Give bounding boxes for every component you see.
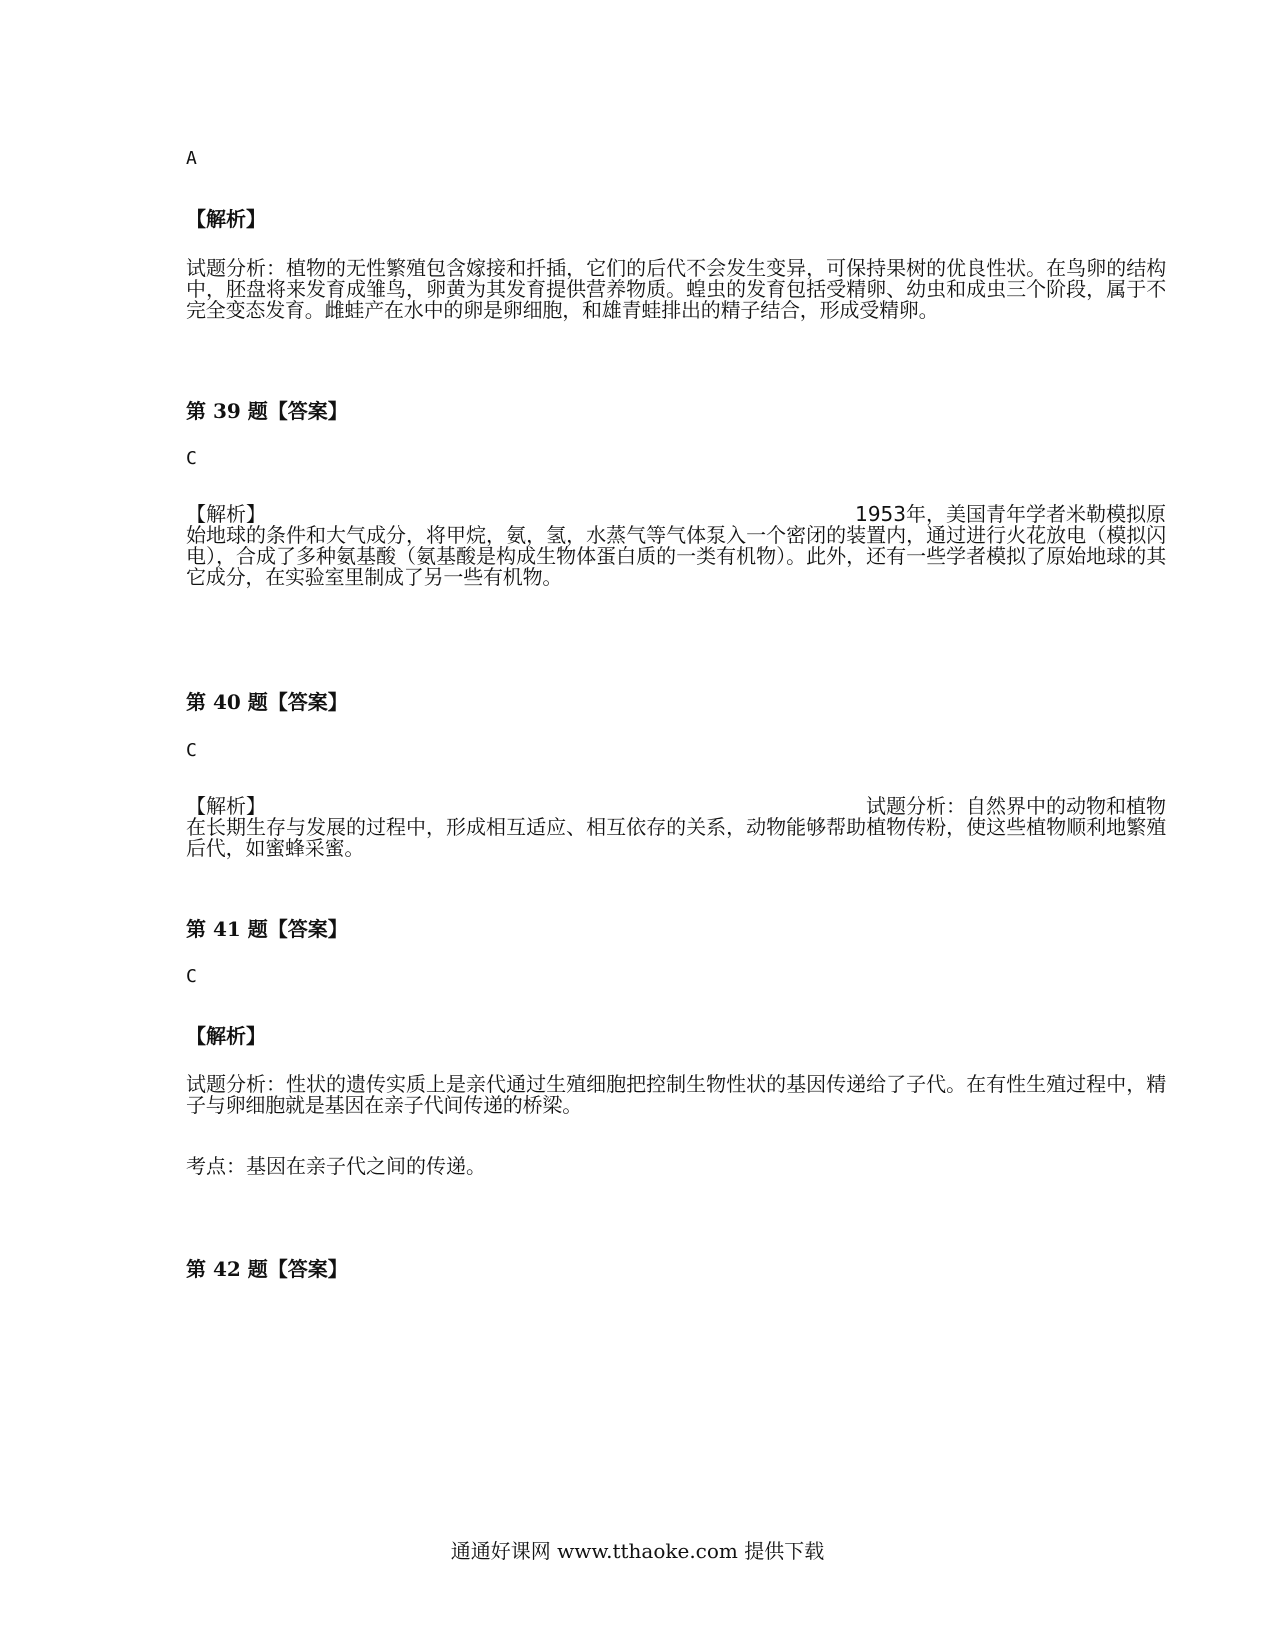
answer-q39: C xyxy=(186,448,197,469)
analysis-label-q40: 【解析】 xyxy=(186,794,266,818)
analysis-text-q39: 始地球的条件和大气成分，将甲烷，氨，氢，水蒸气等气体泵入一个密闭的装置内，通过进行火花放电（模拟闪电），合成了多种氨基酸（氨基酸是构成生物体蛋白质的一类有机物）。此外，还有一些学者模拟了原始地球的其它成分，在实验室里制成了另一些有机物。 xyxy=(186,523,1166,589)
analysis-label-q39: 【解析】 xyxy=(186,502,266,526)
question-heading-q42: 第 42 题【答案】 xyxy=(186,1257,348,1281)
page-footer: 通通好课网 www.tthaoke.com 提供下载 xyxy=(450,1539,825,1563)
analysis-text-q41: 试题分析：性状的遗传实质上是亲代通过生殖细胞把控制生物性状的基因传递给了子代。在有性生殖过程中，精子与卵细胞就是基因在亲子代间传递的桥梁。 xyxy=(186,1072,1166,1117)
analysis-label-q41: 【解析】 xyxy=(186,1024,266,1048)
keypoint-q41: 考点：基因在亲子代之间的传递。 xyxy=(186,1154,486,1178)
analysis-label-q38: 【解析】 xyxy=(186,207,266,231)
analysis-firstline-q40 xyxy=(186,796,1166,817)
question-heading-q40: 第 40 题【答案】 xyxy=(186,690,348,714)
question-heading-q41: 第 41 题【答案】 xyxy=(186,917,348,941)
answer-q40: C xyxy=(186,740,197,761)
analysis-text-q40: 在长期生存与发展的过程中，形成相互适应、相互依存的关系，动物能够帮助植物传粉，使这些植物顺利地繁殖后代，如蜜蜂采蜜。 xyxy=(186,815,1166,860)
analysis-lead-q40: 试题分析：自然界中的动物和植物 xyxy=(866,794,1166,818)
analysis-firstline-q39 xyxy=(186,504,1166,525)
analysis-lead-q39: 1953年，美国青年学者米勒模拟原 xyxy=(855,502,1166,526)
answer-q41: C xyxy=(186,966,197,987)
analysis-text-q38: 试题分析：植物的无性繁殖包含嫁接和扦插，它们的后代不会发生变异，可保持果树的优良性状。在鸟卵的结构中，胚盘将来发育成雏鸟，卵黄为其发育提供营养物质。蝗虫的发育包括受精卵、幼虫和成虫三个阶段，属于不完全变态发育。雌蛙产在水中的卵是卵细胞，和雄青蛙排出的精子结合，形成受精卵。 xyxy=(186,256,1166,322)
question-heading-q39: 第 39 题【答案】 xyxy=(186,399,348,423)
answer-q38: A xyxy=(186,148,197,169)
